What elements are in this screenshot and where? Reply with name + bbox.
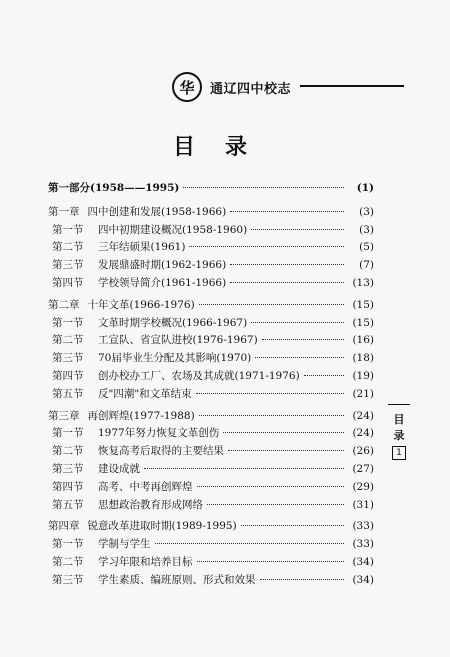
toc-section-row bbox=[48, 536, 374, 554]
toc-section-row bbox=[48, 222, 374, 240]
toc-section-label: 第三节 bbox=[52, 259, 84, 272]
dot-leader bbox=[228, 450, 344, 451]
toc-chapter-row bbox=[48, 297, 374, 315]
book-header bbox=[172, 72, 412, 106]
toc-section-row bbox=[48, 554, 374, 572]
book-title: 通辽四中校志 bbox=[210, 82, 292, 97]
dot-leader bbox=[230, 264, 344, 265]
toc-page-number: (18) bbox=[352, 352, 374, 365]
toc-entry-title: 反"四潮"和文革结束 bbox=[98, 387, 192, 400]
toc-section-label: 第五节 bbox=[52, 498, 84, 511]
toc-entry-title: 发展鼎盛时期(1962-1966) bbox=[98, 259, 227, 272]
toc-section-row bbox=[48, 350, 374, 368]
toc-entry-title: 思想政治教育形成网络 bbox=[98, 498, 203, 511]
dot-leader bbox=[183, 187, 344, 188]
toc-entry-title: 四中初期建设概况(1958-1960) bbox=[98, 223, 248, 236]
side-char-2: 录 bbox=[393, 429, 405, 442]
toc-entry-title: 工宣队、省宣队进校(1976-1967) bbox=[98, 334, 258, 347]
side-section-label bbox=[390, 412, 408, 460]
toc-entry-title: 四中创建和发展(1958-1966) bbox=[87, 205, 227, 218]
side-char-1: 目 bbox=[393, 413, 405, 426]
page-title: 目录 bbox=[172, 135, 277, 160]
toc-entry-title: 学制与学生 bbox=[98, 538, 151, 551]
dot-leader bbox=[197, 486, 345, 487]
toc-entry-title: 锐意改革进取时期(1989-1995) bbox=[87, 520, 237, 533]
toc-section-row bbox=[48, 275, 374, 293]
toc-section-label: 第二节 bbox=[52, 334, 84, 347]
toc-section-label: 第一节 bbox=[52, 427, 84, 440]
toc-page-number: (16) bbox=[352, 334, 374, 347]
school-logo-icon: 华 bbox=[172, 72, 202, 102]
toc-section-row bbox=[48, 443, 374, 461]
toc-page-number: (3) bbox=[359, 223, 374, 236]
dot-leader bbox=[199, 304, 344, 305]
header-rule bbox=[300, 85, 404, 87]
dot-leader bbox=[155, 543, 345, 544]
dot-leader bbox=[251, 229, 344, 230]
toc-chapter-label: 第四章 bbox=[48, 520, 80, 533]
toc-section-row bbox=[48, 386, 374, 404]
toc-page-number: (24) bbox=[352, 409, 374, 422]
toc-section-row bbox=[48, 479, 374, 497]
dot-leader bbox=[304, 375, 344, 376]
toc-section-label: 第三节 bbox=[52, 573, 84, 586]
toc-section-label: 第三节 bbox=[52, 352, 84, 365]
table-of-contents bbox=[48, 180, 374, 590]
toc-chapter-label: 第二章 bbox=[48, 298, 80, 311]
toc-section-row bbox=[48, 425, 374, 443]
toc-page-number: (1) bbox=[356, 182, 374, 194]
toc-page-number: (33) bbox=[352, 538, 374, 551]
dot-leader bbox=[262, 339, 344, 340]
toc-page-number: (15) bbox=[352, 298, 374, 311]
toc-section-row bbox=[48, 239, 374, 257]
toc-section-row bbox=[48, 315, 374, 333]
toc-section-label: 第五节 bbox=[52, 387, 84, 400]
toc-chapter-row bbox=[48, 408, 374, 426]
toc-section-label: 第三节 bbox=[52, 462, 84, 475]
toc-page-number: (26) bbox=[352, 445, 374, 458]
toc-page-number: (34) bbox=[352, 573, 374, 586]
toc-entry-title: 恢复高考后取得的主要结果 bbox=[98, 445, 224, 458]
toc-page-number: (33) bbox=[352, 520, 374, 533]
toc-page-number: (31) bbox=[352, 498, 374, 511]
toc-section-label: 第二节 bbox=[52, 445, 84, 458]
dot-leader bbox=[144, 468, 344, 469]
toc-section-label: 第一节 bbox=[52, 538, 84, 551]
toc-entry-title: 1977年努力恢复文革创伤 bbox=[98, 427, 220, 440]
toc-section-label: 第一节 bbox=[52, 223, 84, 236]
toc-section-row bbox=[48, 332, 374, 350]
toc-page-number: (3) bbox=[359, 205, 374, 218]
toc-section-label: 第四节 bbox=[52, 369, 84, 382]
toc-page-number: (19) bbox=[352, 369, 374, 382]
toc-entry-title: 文革时期学校概况(1966-1967) bbox=[98, 316, 248, 329]
toc-section-row bbox=[48, 461, 374, 479]
dot-leader bbox=[230, 282, 344, 283]
toc-section-label: 第四节 bbox=[52, 276, 84, 289]
toc-section-label: 第一节 bbox=[52, 316, 84, 329]
toc-section-label: 第二节 bbox=[52, 555, 84, 568]
toc-entry-title: 建设成就 bbox=[98, 462, 140, 475]
dot-leader bbox=[251, 322, 344, 323]
toc-page-number: (29) bbox=[352, 480, 374, 493]
dot-leader bbox=[199, 415, 344, 416]
toc-chapter-label: 第三章 bbox=[48, 409, 80, 422]
toc-page-number: (27) bbox=[352, 462, 374, 475]
toc-entry-title: 十年文革(1966-1976) bbox=[87, 298, 195, 311]
toc-entry-title: 学生素质、编班原则、形式和效果 bbox=[98, 573, 256, 586]
dot-leader bbox=[241, 525, 344, 526]
toc-page-number: (24) bbox=[352, 427, 374, 440]
side-rule bbox=[388, 404, 410, 405]
toc-entry-title: 再创辉煌(1977-1988) bbox=[87, 409, 195, 422]
toc-section-label: 第四节 bbox=[52, 480, 84, 493]
toc-page-number: (13) bbox=[352, 276, 374, 289]
dot-leader bbox=[260, 579, 345, 580]
toc-page-number: (15) bbox=[352, 316, 374, 329]
toc-entry-title: 第一部分(1958——1995) bbox=[48, 182, 180, 194]
toc-page-number: (7) bbox=[359, 259, 374, 272]
toc-section-row bbox=[48, 497, 374, 515]
toc-chapter-row bbox=[48, 518, 374, 536]
toc-entry-title: 学习年限和培养目标 bbox=[98, 555, 193, 568]
toc-entry-title: 70届毕业生分配及其影响(1970) bbox=[98, 352, 252, 365]
toc-entry-title: 三年结硕果(1961) bbox=[98, 241, 186, 254]
dot-leader bbox=[207, 504, 344, 505]
toc-part-row bbox=[48, 180, 374, 198]
dot-leader bbox=[189, 246, 344, 247]
toc-section-row bbox=[48, 257, 374, 275]
page-number-box: 1 bbox=[392, 446, 406, 460]
toc-section-label: 第二节 bbox=[52, 241, 84, 254]
dot-leader bbox=[255, 357, 344, 358]
toc-entry-title: 创办校办工厂、农场及其成就(1971-1976) bbox=[98, 369, 300, 382]
toc-section-row bbox=[48, 572, 374, 590]
toc-page-number: (34) bbox=[352, 555, 374, 568]
toc-section-row bbox=[48, 368, 374, 386]
toc-entry-title: 高考、中考再创辉煌 bbox=[98, 480, 193, 493]
dot-leader bbox=[196, 393, 344, 394]
dot-leader bbox=[223, 432, 344, 433]
toc-chapter-label: 第一章 bbox=[48, 205, 80, 218]
toc-chapter-row bbox=[48, 204, 374, 222]
toc-page-number: (5) bbox=[359, 241, 374, 254]
toc-entry-title: 学校领导简介(1961-1966) bbox=[98, 276, 227, 289]
dot-leader bbox=[197, 561, 345, 562]
dot-leader bbox=[230, 211, 344, 212]
toc-page-number: (21) bbox=[352, 387, 374, 400]
